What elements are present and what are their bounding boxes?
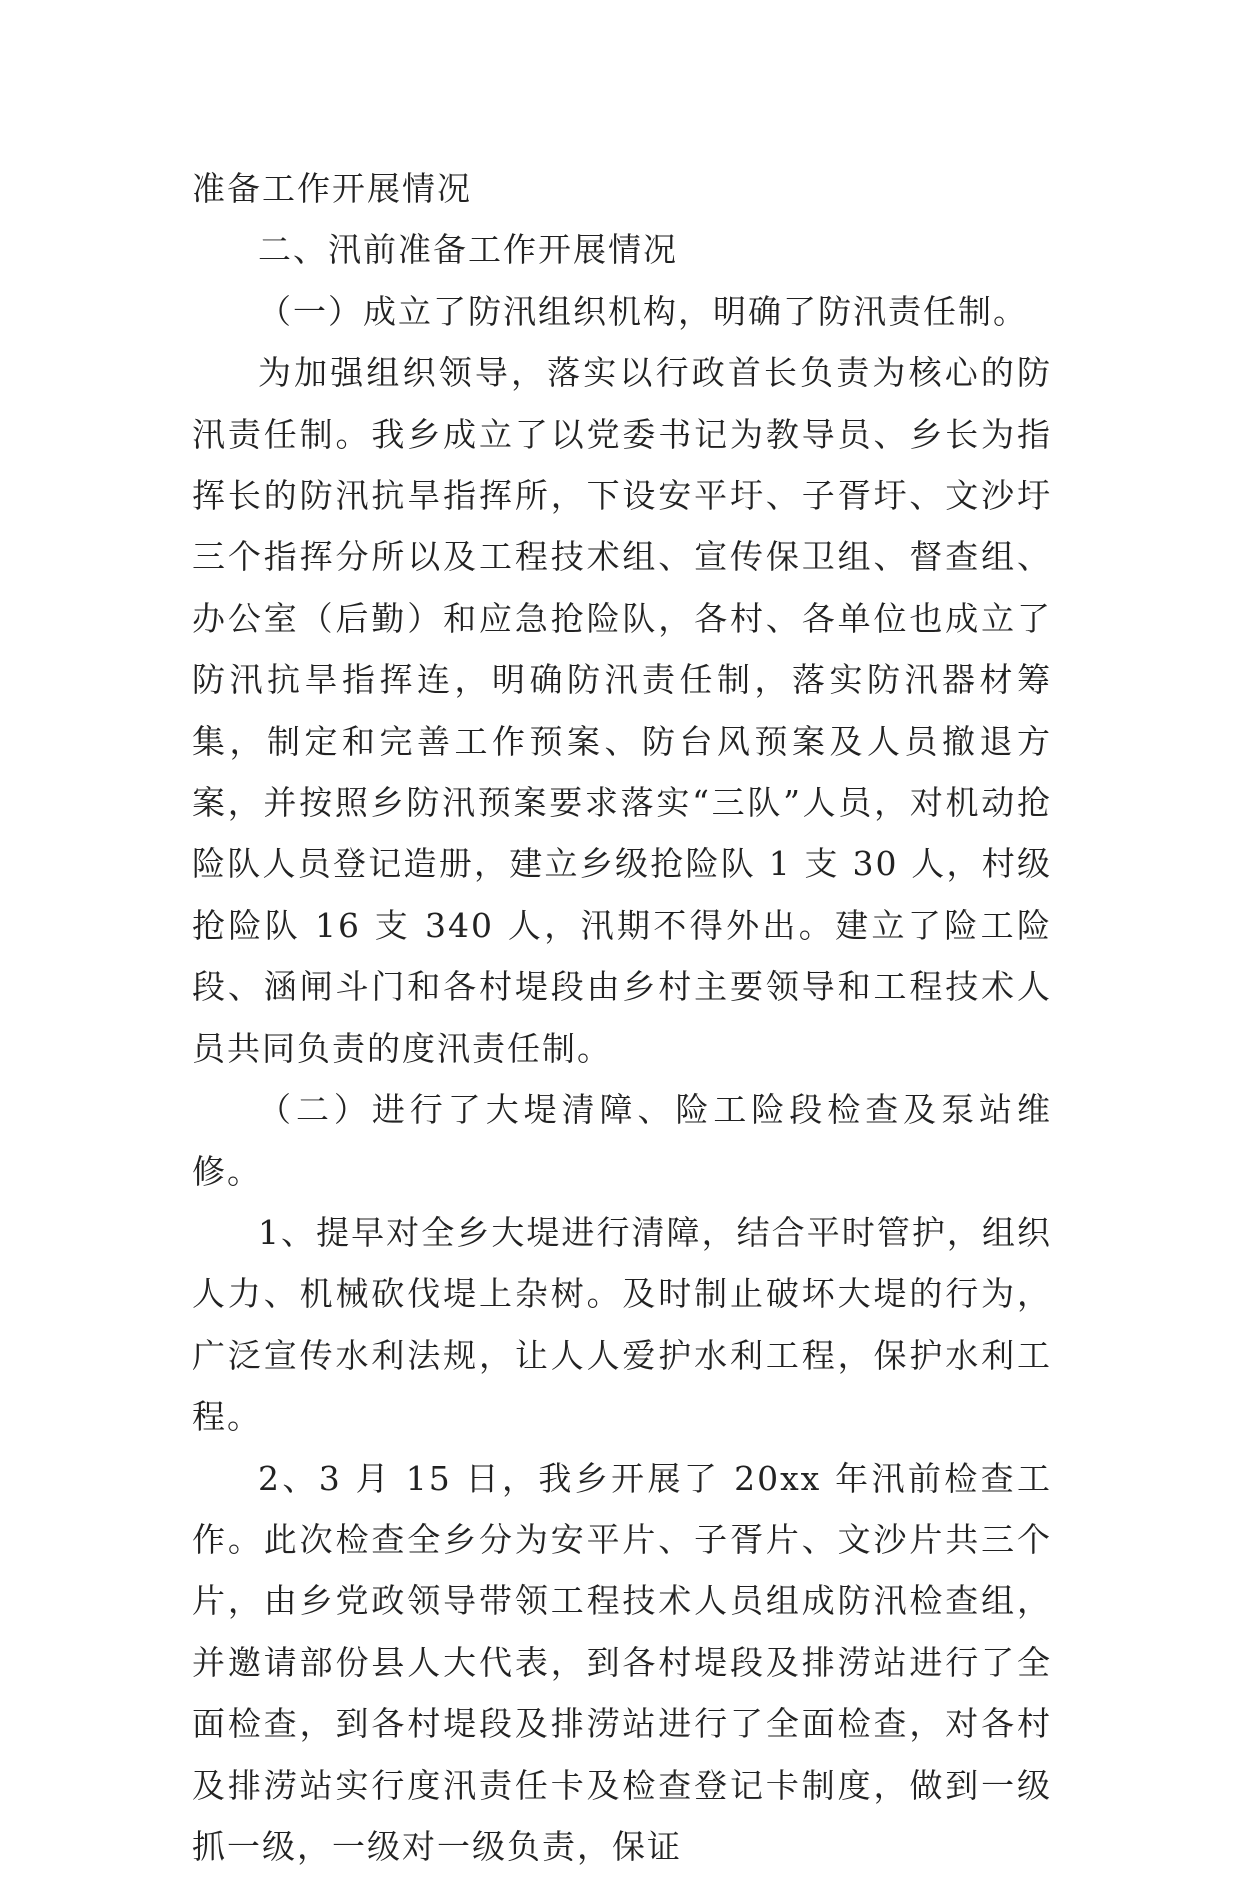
section-heading: 二、汛前准备工作开展情况 [258,230,678,270]
paragraph-organization: 为加强组织领导，落实以行政首长负责为核心的防汛责任制。我乡成立了以党委书记为教导员、乡长为指挥长的防汛抗旱指挥所，下设安平圩、子胥圩、文沙圩三个指挥分所以及工程技术组、宣传保卫组、督查组、办公室（后勤）和应急抢险队，各村、各单位也成立了防汛抗旱指挥连，明确防汛责任制，落实防汛器材筹集，制定和完善工作预案、防台风预案及人员撤退方案，并按照乡防汛预案要求落实“三队”人员，对机动抢险队人员登记造册，建立乡级抢险队 1 支 30 人，村级抢险队 16 支 340 人，汛期不得外出。建立了险工险段、涵闸斗门和各村堤段由乡村主要领导和工程技术人员共同负责的度汛责任制。 [192,353,1052,1068]
section-heading-continued: 准备工作开展情况 [192,169,472,208]
paragraph-item-1: 1、提早对全乡大堤进行清障，结合平时管护，组织人力、机械砍伐堤上杂树。及时制止破坏大堤的行为，广泛宣传水利法规，让人人爱护水利工程，保护水利工程。 [192,1212,1052,1437]
subsection-heading-1: （一）成立了防汛组织机构，明确了防汛责任制。 [258,291,1028,331]
subsection-heading-2: （二）进行了大堤清障、险工险段检查及泵站维修。 [192,1090,1052,1191]
document-body [192,158,1052,1877]
paragraph-item-2: 2、3 月 15 日，我乡开展了 20xx 年汛前检查工作。此次检查全乡分为安平片、子胥片、文沙片共三个片，由乡党政领导带领工程技术人员组成防汛检查组，并邀请部份县人大代表，到各村堤段及排涝站进行了全面检查，到各村堤段及排涝站进行了全面检查，对各村及排涝站实行度汛责任卡及检查登记卡制度，做到一级抓一级，一级对一级负责，保证 [192,1458,1052,1866]
